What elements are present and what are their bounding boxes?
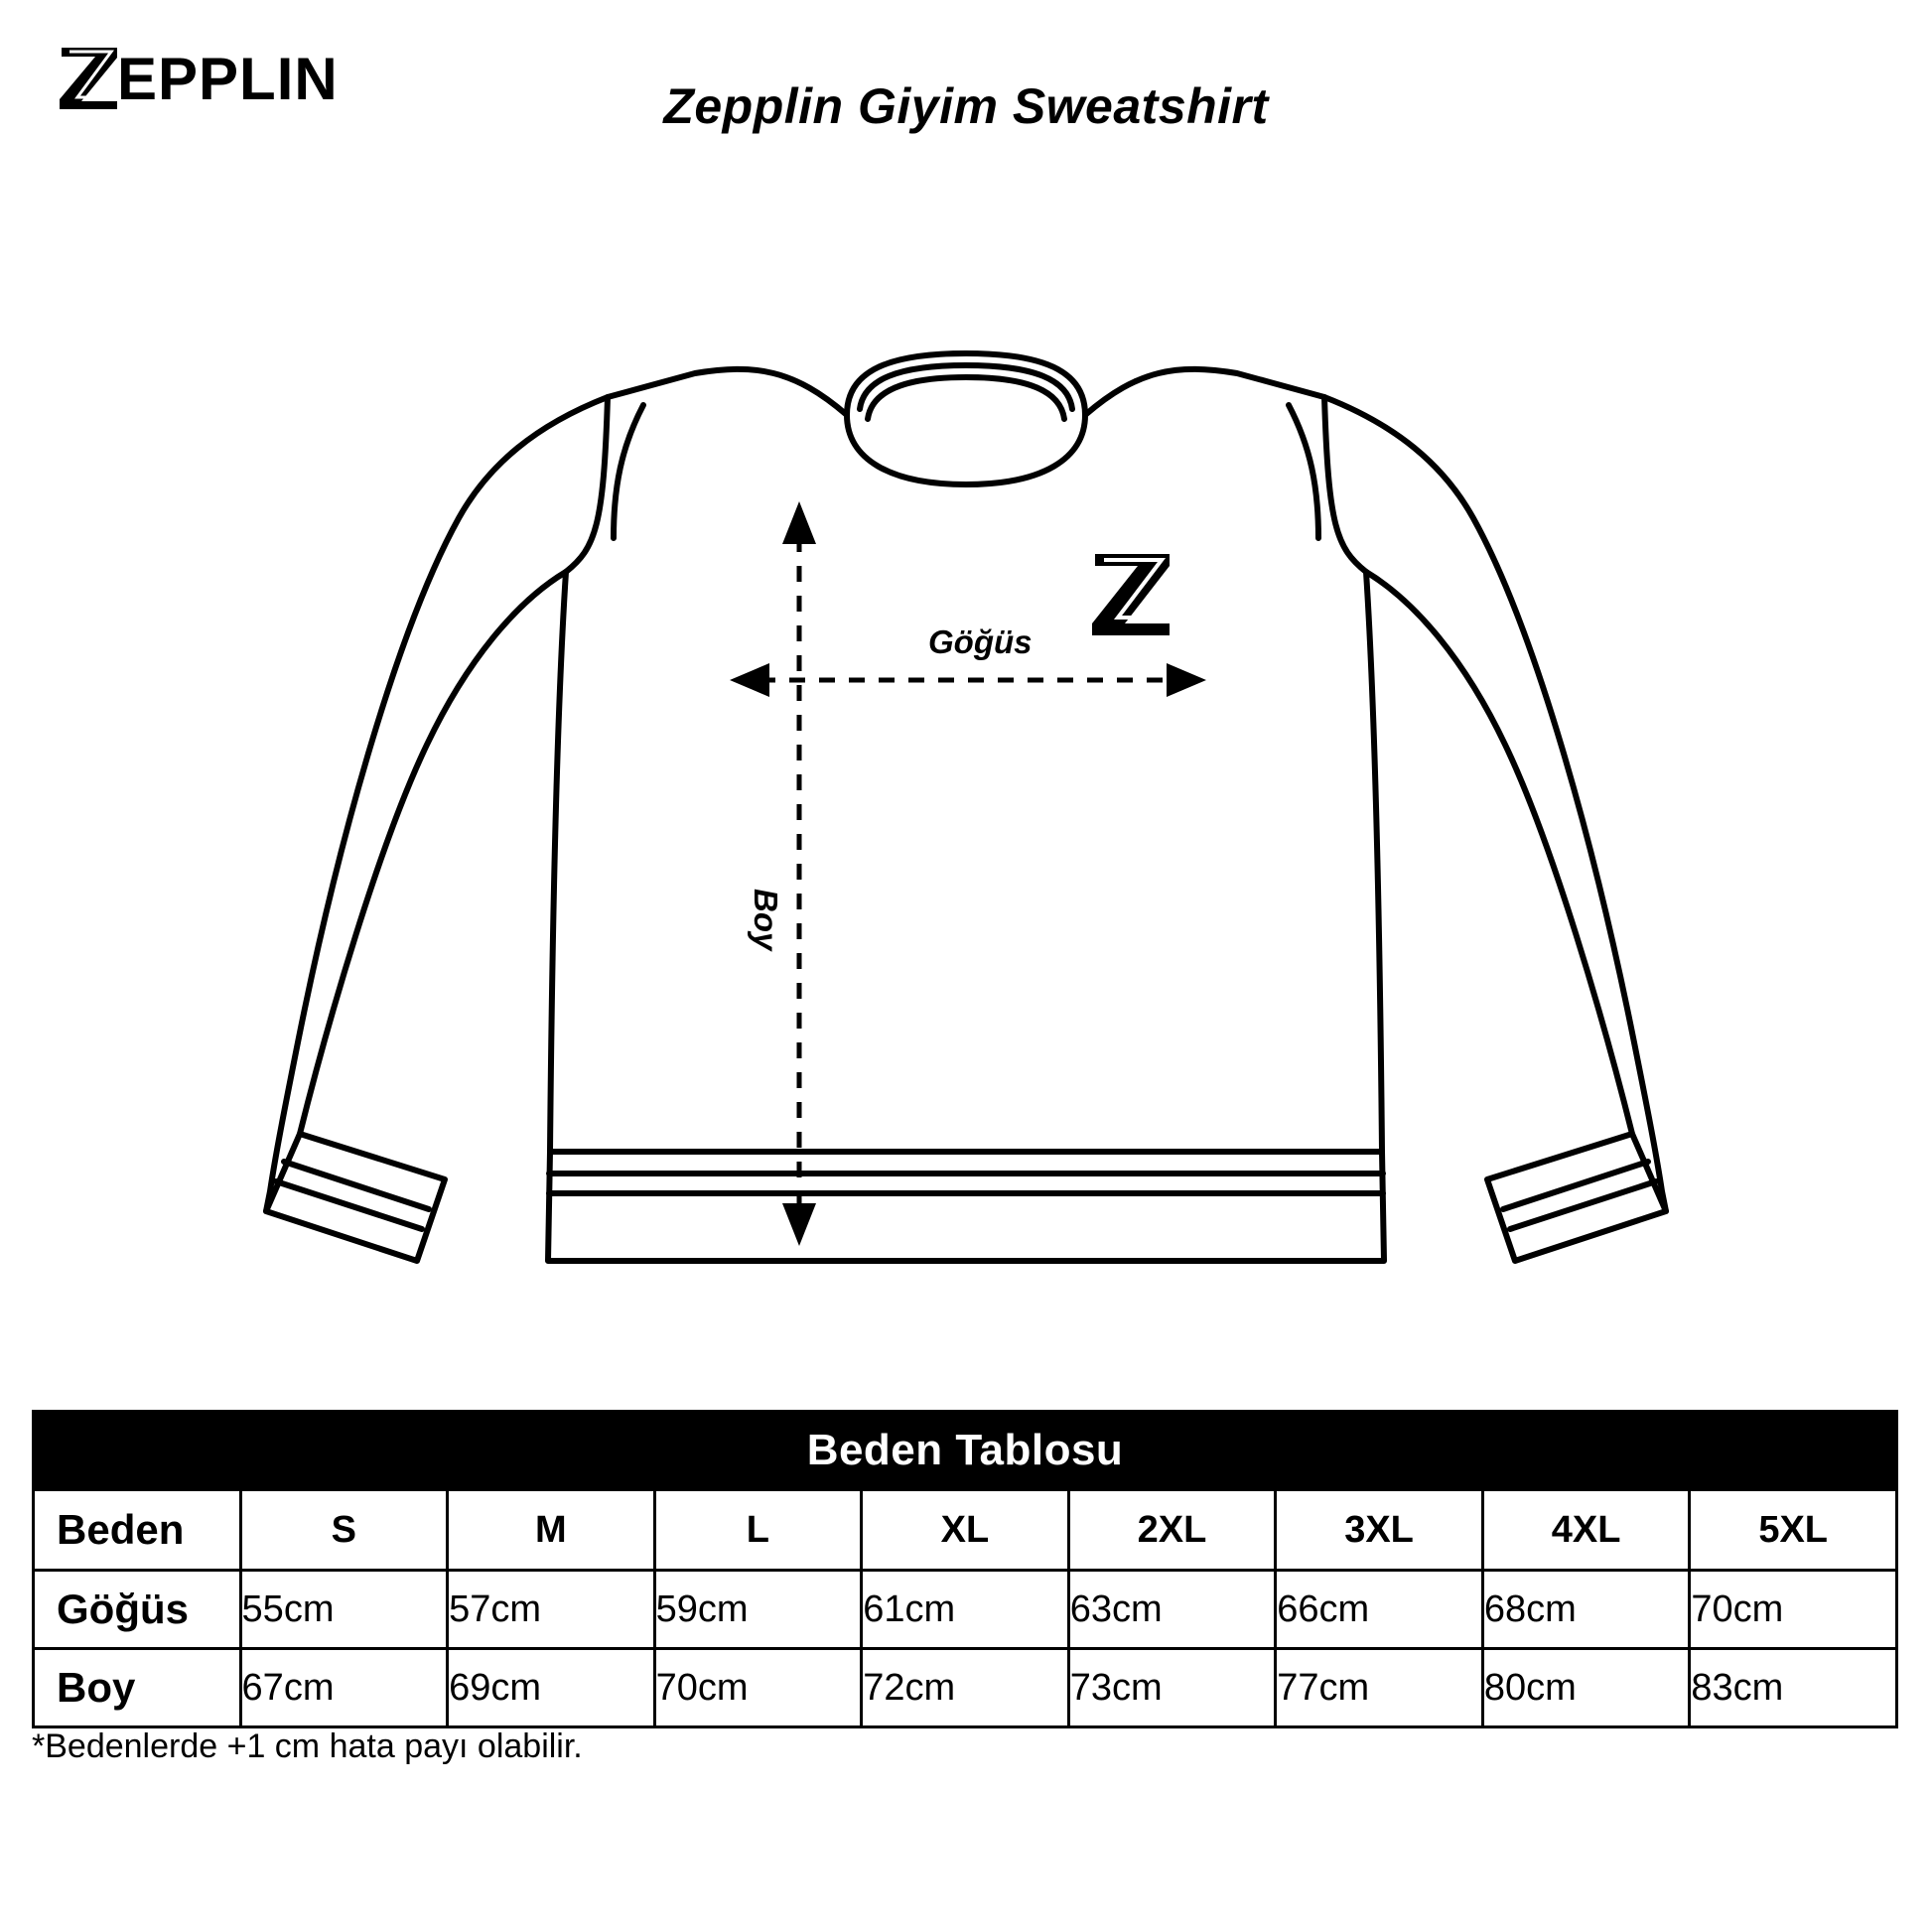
svg-text:EPPLIN: EPPLIN (117, 46, 339, 112)
row-label-gogus: Göğüs (34, 1571, 241, 1649)
cell-boy-3xl: 77cm (1276, 1649, 1483, 1727)
cell-gogus-xl: 61cm (862, 1571, 1069, 1649)
table-row (34, 1649, 1897, 1727)
cell-boy-l: 70cm (654, 1649, 862, 1727)
cell-boy-4xl: 80cm (1482, 1649, 1690, 1727)
row-label-boy: Boy (34, 1649, 241, 1727)
length-measure-label: Boy (748, 889, 784, 951)
cell-gogus-l: 59cm (654, 1571, 862, 1649)
cell-boy-xl: 72cm (862, 1649, 1069, 1727)
garment-diagram (0, 149, 1932, 1390)
table-row (34, 1571, 1897, 1649)
header-cell-l: L (654, 1490, 862, 1571)
page-title-light: Zepplin Giyim (663, 78, 1013, 134)
cell-boy-s: 67cm (240, 1649, 448, 1727)
header-cell-4xl: 4XL (1482, 1490, 1690, 1571)
cell-boy-5xl: 83cm (1690, 1649, 1897, 1727)
table-title: Beden Tablosu (34, 1412, 1897, 1490)
header-cell-3xl: 3XL (1276, 1490, 1483, 1571)
header-cell-m: M (448, 1490, 655, 1571)
page-title (0, 77, 1932, 135)
footnote: *Bedenlerde +1 cm hata payı olabilir. (32, 1727, 583, 1765)
cell-gogus-3xl: 66cm (1276, 1571, 1483, 1649)
cell-gogus-m: 57cm (448, 1571, 655, 1649)
cell-gogus-5xl: 70cm (1690, 1571, 1897, 1649)
header-cell-s: S (240, 1490, 448, 1571)
cell-gogus-2xl: 63cm (1068, 1571, 1276, 1649)
length-measure-arrow-icon (782, 501, 816, 1246)
header-cell-xl: XL (862, 1490, 1069, 1571)
cell-gogus-4xl: 68cm (1482, 1571, 1690, 1649)
sweatshirt-outline-icon (0, 149, 1932, 1390)
header-cell-5xl: 5XL (1690, 1490, 1897, 1571)
table-title-row (34, 1412, 1897, 1490)
cell-gogus-s: 55cm (240, 1571, 448, 1649)
header-cell-beden: Beden (34, 1490, 241, 1571)
chest-measure-label: Göğüs (928, 623, 1033, 660)
chest-z-mark-icon (1092, 554, 1170, 635)
table-header-row (34, 1490, 1897, 1571)
page-title-bold: Sweatshirt (1012, 78, 1269, 134)
cell-boy-m: 69cm (448, 1649, 655, 1727)
size-chart (32, 1410, 1898, 1728)
size-table (32, 1410, 1898, 1728)
header-cell-2xl: 2XL (1068, 1490, 1276, 1571)
cell-boy-2xl: 73cm (1068, 1649, 1276, 1727)
